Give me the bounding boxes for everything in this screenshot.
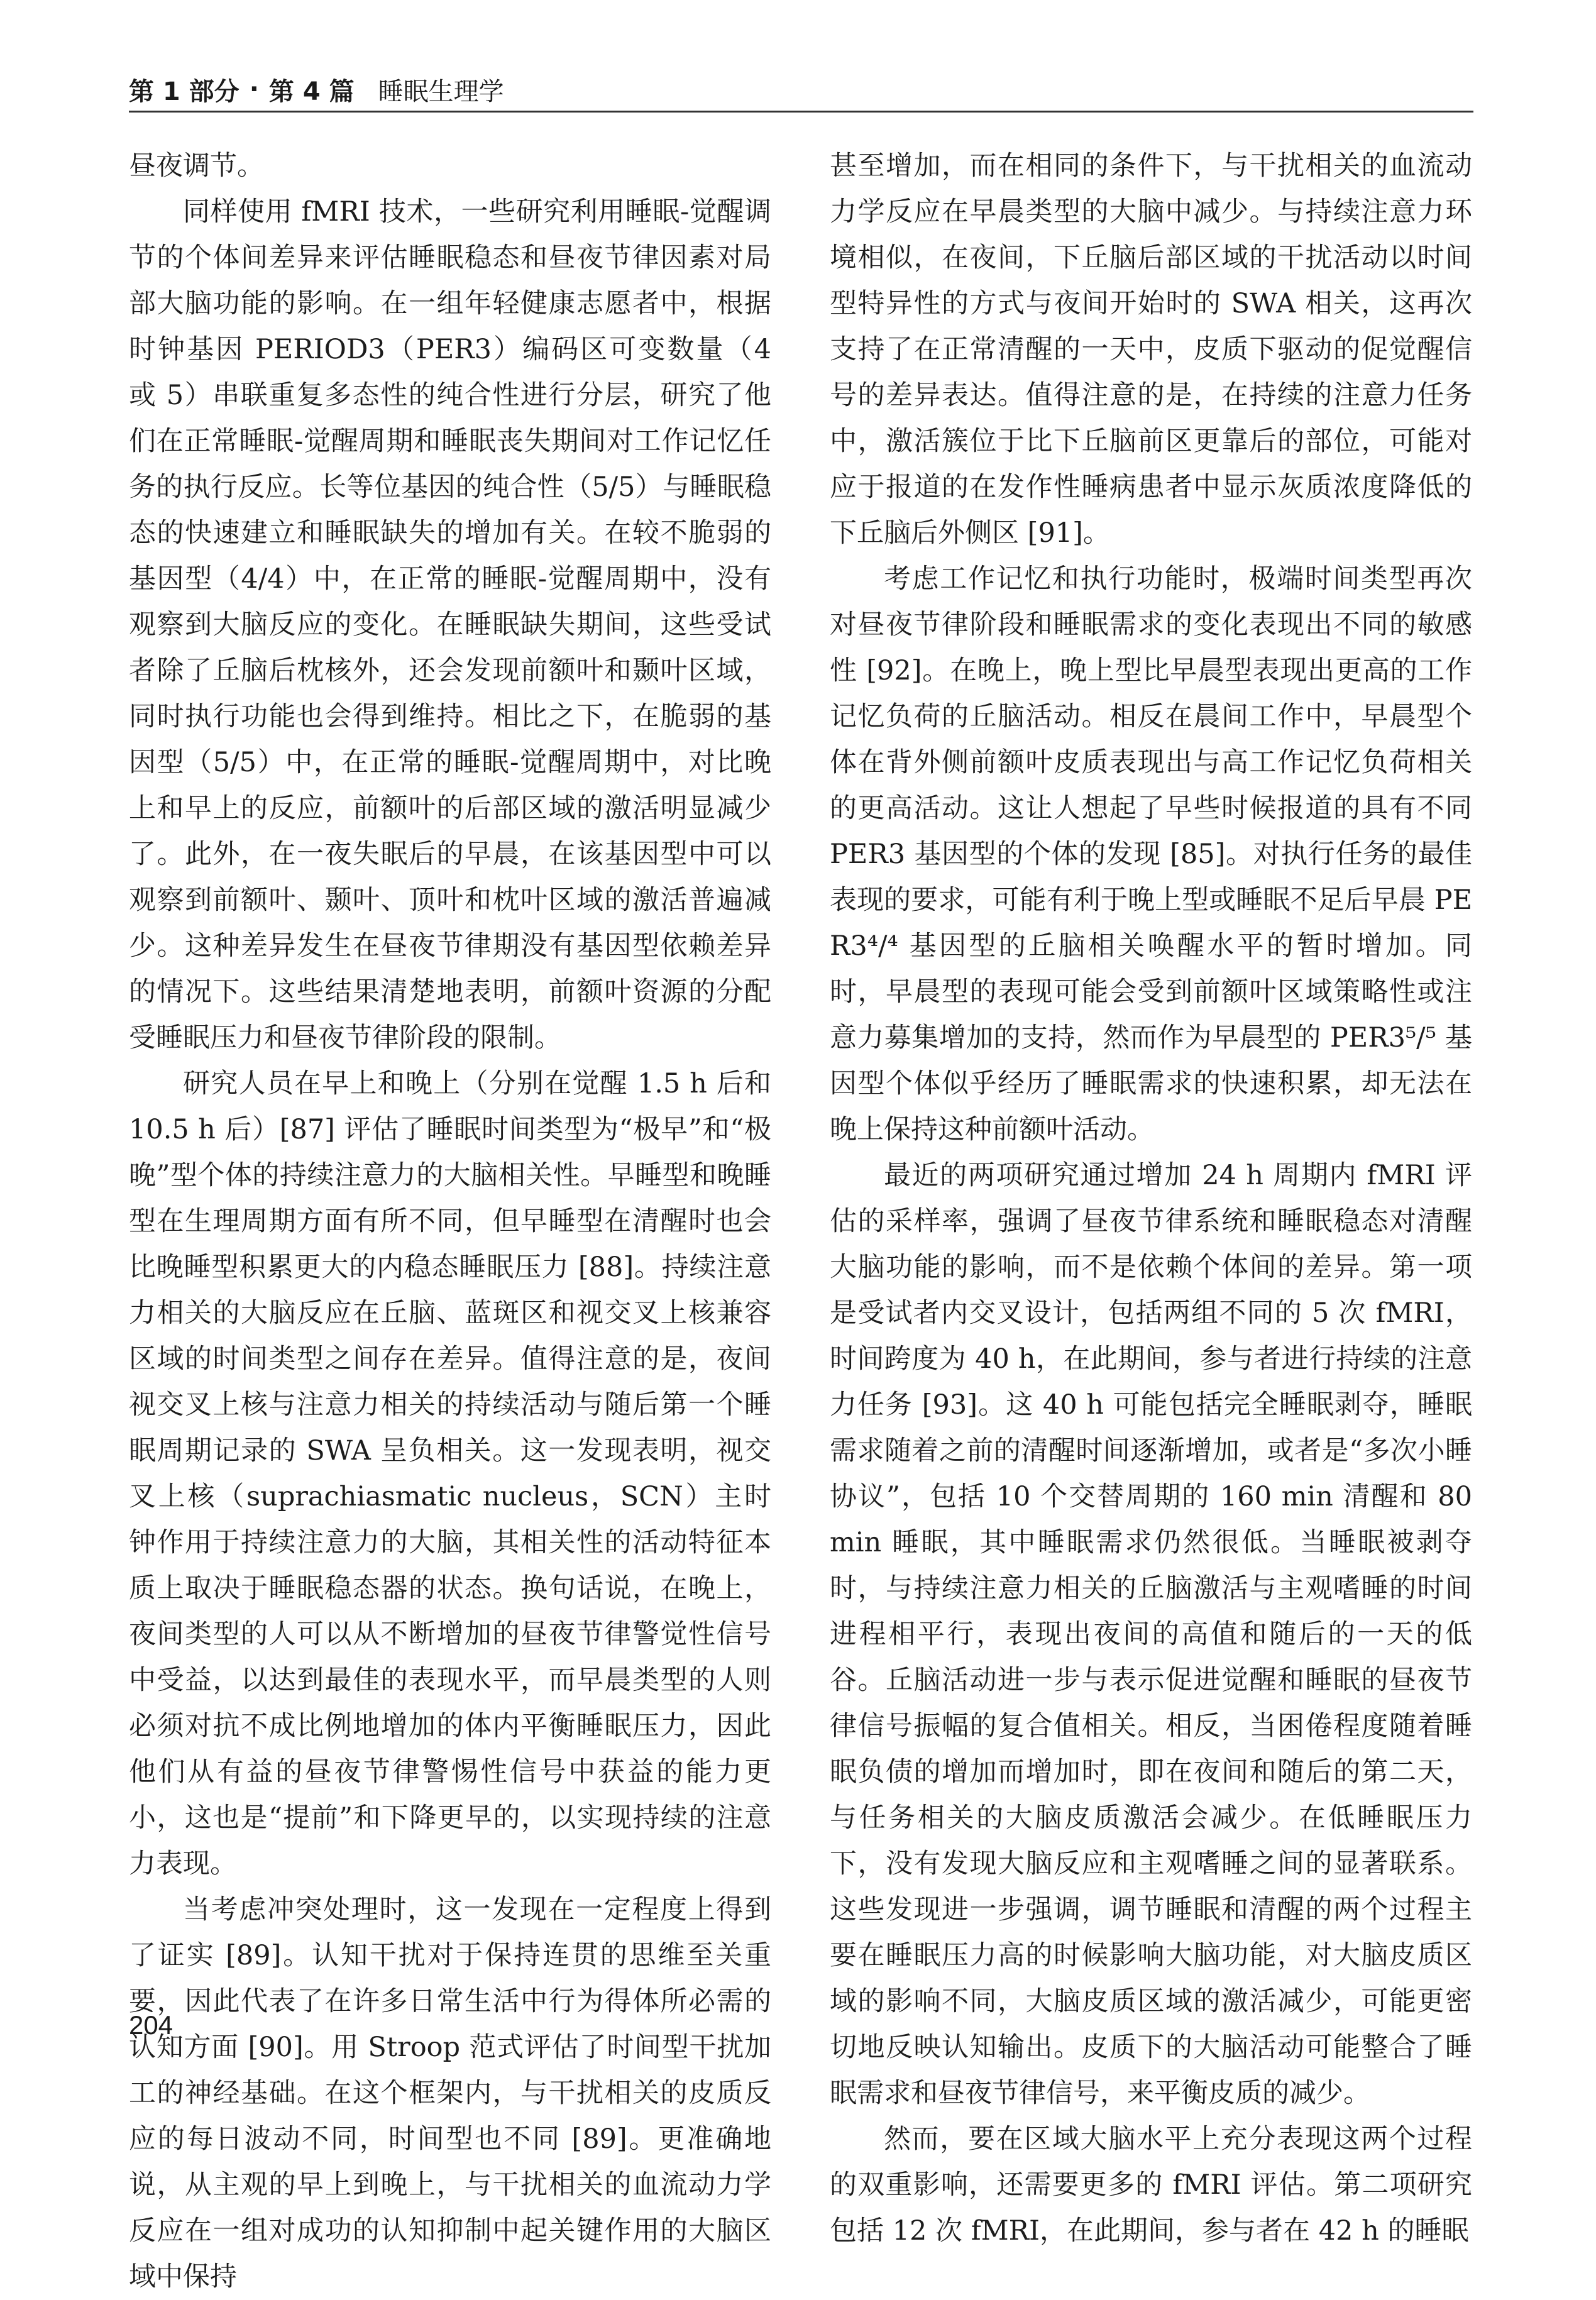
paragraph: 然而，要在区域大脑水平上充分表现这两个过程的双重影响，还需要更多的 fMRI 评估。第二项研究包括 12 次 fMRI，在此期间，参与者在 42 h 的睡眠 — [830, 2123, 1472, 2247]
paragraph: 甚至增加，而在相同的条件下，与干扰相关的血流动力学反应在早晨类型的大脑中减少。与持续注意力环境相似，在夜间，下丘脑后部区域的干扰活动以时间型特异性的方式与夜间开始时的 SWA 相关，这再次支持了在正常清醒的一天中，皮质下驱动的促觉醒信号的差异表达。值得注意的是，在持续的注意力任务中，激活簇位于比下丘脑前区更靠后的部位，可能对应于报道的在发作性睡病患者中显示灰质浓度降低的下丘脑后外侧区 [91]。 — [830, 150, 1472, 549]
paragraph: 昼夜调节。 — [129, 150, 264, 182]
header-chapter: 第 4 篇 — [268, 77, 355, 106]
header-rule — [129, 111, 1473, 113]
page-number: 204 — [129, 2010, 173, 2040]
header-separator: · — [249, 75, 259, 104]
running-header — [129, 70, 504, 108]
paragraph: 当考虑冲突处理时，这一发现在一定程度上得到了证实 [89]。认知干扰对于保持连贯的思维至关重要，因此代表了在许多日常生活中行为得体所必需的认知方面 [90]。用 Stroop 范式评估了时间型干扰加工的神经基础。在这个框架内，与干扰相关的皮质反应的每日波动不同，时间型也不同 [89]。更准确地说，从主观的早上到晚上，与干扰相关的血流动力学反应在一组对成功的认知抑制中起关键作用的大脑区域中保持 — [129, 1894, 771, 2292]
header-part: 第 1 部分 — [129, 77, 239, 106]
left-column — [129, 143, 771, 2300]
paragraph: 研究人员在早上和晚上（分别在觉醒 1.5 h 后和 10.5 h 后）[87] 评估了睡眠时间类型为“极早”和“极晚”型个体的持续注意力的大脑相关性。早睡型和晚睡型在生理周期方面有所不同，但早睡型在清醒时也会比晚睡型积累更大的内稳态睡眠压力 [88]。持续注意力相关的大脑反应在丘脑、蓝斑区和视交叉上核兼容区域的时间类型之间存在差异。值得注意的是，夜间视交叉上核与注意力相关的持续活动与随后第一个睡眠周期记录的 SWA 呈负相关。这一发现表明，视交叉上核（suprachiasmatic nucleus，SCN）主时钟作用于持续注意力的大脑，其相关性的活动特征本质上取决于睡眠稳态器的状态。换句话说，在晚上，夜间类型的人可以从不断增加的昼夜节律警觉性信号中受益，以达到最佳的表现水平，而早晨类型的人则必须对抗不成比例地增加的体内平衡睡眠压力，因此他们从有益的昼夜节律警惕性信号中获益的能力更小，这也是“提前”和下降更早的，以实现持续的注意力表现。 — [129, 1068, 771, 1879]
paragraph: 同样使用 fMRI 技术，一些研究利用睡眠-觉醒调节的个体间差异来评估睡眠稳态和昼夜节律因素对局部大脑功能的影响。在一组年轻健康志愿者中，根据时钟基因 PERIOD3（PER3）编码区可变数量（4 或 5）串联重复多态性的纯合性进行分层，研究了他们在正常睡眠-觉醒周期和睡眠丧失期间对工作记忆任务的执行反应。长等位基因的纯合性（5/5）与睡眠稳态的快速建立和睡眠缺失的增加有关。在较不脆弱的基因型（4/4）中，在正常的睡眠-觉醒周期中，没有观察到大脑反应的变化。在睡眠缺失期间，这些受试者除了丘脑后枕核外，还会发现前额叶和颞叶区域，同时执行功能也会得到维持。相比之下，在脆弱的基因型（5/5）中，在正常的睡眠-觉醒周期中，对比晚上和早上的反应，前额叶的后部区域的激活明显减少了。此外，在一夜失眠后的早晨，在该基因型中可以观察到前额叶、颞叶、顶叶和枕叶区域的激活普遍减少。这种差异发生在昼夜节律期没有基因型依赖差异的情况下。这些结果清楚地表明，前额叶资源的分配受睡眠压力和昼夜节律阶段的限制。 — [129, 196, 771, 1054]
right-column — [830, 143, 1472, 2254]
header-title: 睡眠生理学 — [378, 77, 504, 106]
paragraph: 最近的两项研究通过增加 24 h 周期内 fMRI 评估的采样率，强调了昼夜节律系统和睡眠稳态对清醒大脑功能的影响，而不是依赖个体间的差异。第一项是受试者内交叉设计，包括两组不同的 5 次 fMRI，时间跨度为 40 h，在此期间，参与者进行持续的注意力任务 [93]。这 40 h 可能包括完全睡眠剥夺，睡眠需求随着之前的清醒时间逐渐增加，或者是“多次小睡协议”，包括 10 个交替周期的 160 min 清醒和 80 min 睡眠，其中睡眠需求仍然很低。当睡眠被剥夺时，与持续注意力相关的丘脑激活与主观嗜睡的时间进程相平行，表现出夜间的高值和随后的一天的低谷。丘脑活动进一步与表示促进觉醒和睡眠的昼夜节律信号振幅的复合值相关。相反，当困倦程度随着睡眠负债的增加而增加时，即在夜间和随后的第二天，与任务相关的大脑皮质激活会减少。在低睡眠压力下，没有发现大脑反应和主观嗜睡之间的显著联系。这些发现进一步强调，调节睡眠和清醒的两个过程主要在睡眠压力高的时候影响大脑功能，对大脑皮质区域的影响不同，大脑皮质区域的激活减少，可能更密切地反映认知输出。皮质下的大脑活动可能整合了睡眠需求和昼夜节律信号，来平衡皮质的减少。 — [830, 1160, 1472, 2109]
paragraph: 考虑工作记忆和执行功能时，极端时间类型再次对昼夜节律阶段和睡眠需求的变化表现出不同的敏感性 [92]。在晚上，晚上型比早晨型表现出更高的工作记忆负荷的丘脑活动。相反在晨间工作中，早晨型个体在背外侧前额叶皮质表现出与高工作记忆负荷相关的更高活动。这让人想起了早些时候报道的具有不同 PER3 基因型的个体的发现 [85]。对执行任务的最佳表现的要求，可能有利于晚上型或睡眠不足后早晨 PER3⁴/⁴ 基因型的丘脑相关唤醒水平的暂时增加。同时，早晨型的表现可能会受到前额叶区域策略性或注意力募集增加的支持，然而作为早晨型的 PER3⁵/⁵ 基因型个体似乎经历了睡眠需求的快速积累，却无法在晚上保持这种前额叶活动。 — [830, 563, 1472, 1145]
